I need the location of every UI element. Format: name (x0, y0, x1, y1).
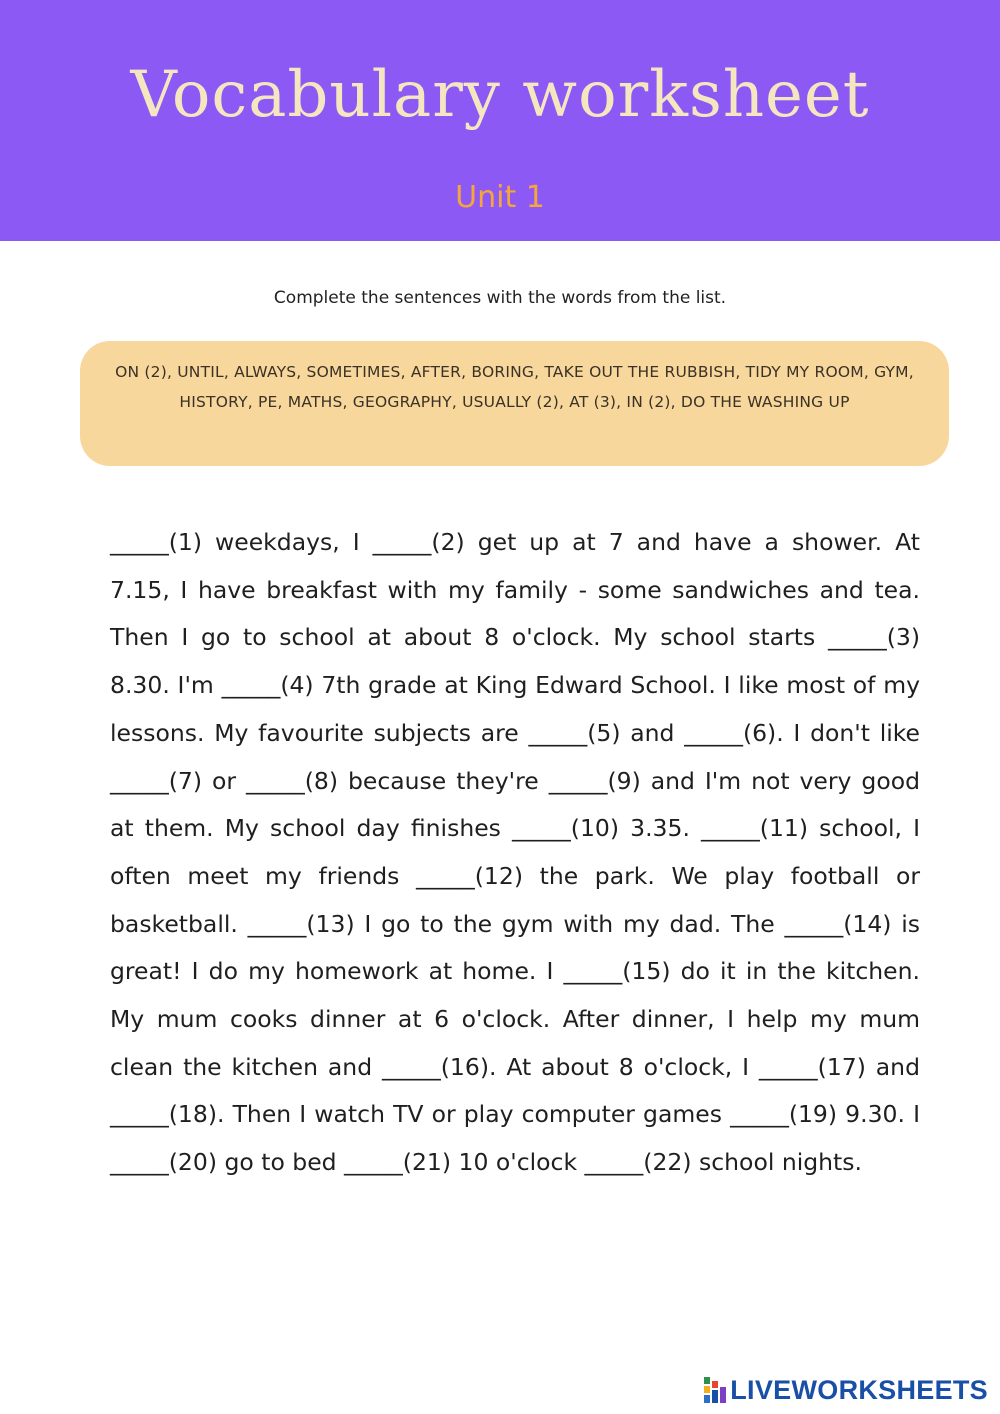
page-title: Vocabulary worksheet (130, 58, 870, 132)
page-subtitle: Unit 1 (455, 180, 545, 215)
word-list-text: ON (2), UNTIL, ALWAYS, SOMETIMES, AFTER, BORING, TAKE OUT THE RUBBISH, TIDY MY ROOM, GYM, HISTORY, PE, MATHS, GEOGRAPHY, USUALLY (2), AT (3), IN (2), DO THE WASHING UP (115, 363, 914, 411)
story-paragraph: _____(1) weekdays, I _____(2) get up at 7 and have a shower. At 7.15, I have breakfast with my family - some sandwiches and tea. Then I go to school at about 8 o'clock. My school starts _____(3) 8.30. I'm _____(4) 7th grade at King Edward School. I like most of my lessons. My favourite subjects are _____(5) and _____(6). I don't like _____(7) or _____(8) because they're _____(9) and I'm not very good at them. My school day finishes _____(10) 3.35. _____(11) school, I often meet my friends _____(12) the park. We play football or basketball. _____(13) I go to the gym with my dad. The _____(14) is great! I do my homework at home. I _____(15) do it in the kitchen. My mum cooks dinner at 6 o'clock. After dinner, I help my mum clean the kitchen and _____(16). At about 8 o'clock, I _____(17) and _____(18). Then I watch TV or play computer games _____(19) 9.30. I _____(20) go to bed _____(21) 10 o'clock _____(22) school nights. (110, 528, 920, 1177)
word-list-box (80, 341, 949, 466)
liveworksheets-logo[interactable] (704, 1373, 988, 1407)
instruction-text: Complete the sentences with the words from the list. (273, 288, 727, 308)
liveworksheets-logo-icon (704, 1377, 726, 1403)
header-banner (0, 0, 1000, 241)
liveworksheets-logo-text: LIVEWORKSHEETS (730, 1374, 988, 1405)
